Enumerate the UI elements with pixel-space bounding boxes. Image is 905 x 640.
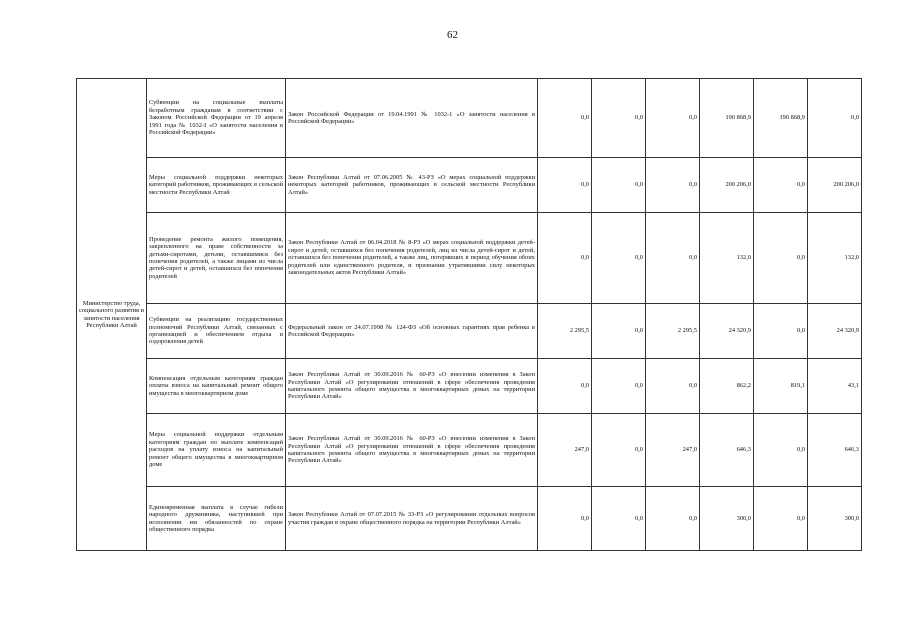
amount-cell: 190 868,9 xyxy=(754,79,808,158)
amount-cell: 862,2 xyxy=(700,359,754,414)
amount-cell: 0,0 xyxy=(592,158,646,213)
amount-cell: 132,0 xyxy=(808,213,862,304)
expense-name-cell: Проведение ремонта жилого помещения, закрепленного на праве собственности за детьми-сиротами, детьми, оставшимися без попечения родителей, а также лицами из числа детей-сирот и детей, оставшихся без попечения родителей xyxy=(147,213,286,304)
amount-cell: 24 320,9 xyxy=(808,304,862,359)
expense-name-cell: Субвенции на реализацию государственных полномочий Республики Алтай, связанных с организацией и обеспечением отдыха и оздоровления детей xyxy=(147,304,286,359)
amount-cell: 0,0 xyxy=(538,79,592,158)
amount-cell: 0,0 xyxy=(592,359,646,414)
legal-act-cell: Федеральный закон от 24.07.1998 № 124-ФЗ «Об основных гарантиях прав ребенка в Российской Федерации» xyxy=(286,304,538,359)
legal-act-cell: Закон Республики Алтай от 30.09.2016 № 60-РЗ «О внесении изменения в Закон Республики Алтай «О регулировании отношений в сфере обеспечения проведения капитального ремонта общего имущества в многоквартирных домах на территории Республики Алтай» xyxy=(286,359,538,414)
expense-name-cell: Субвенции на социальные выплаты безработным гражданам в соответствии с Законом Российской Федерации от 19 апреля 1991 года № 1032-I «О занятости населения в Российской Федерации» xyxy=(147,79,286,158)
amount-cell: 0,0 xyxy=(538,487,592,551)
amount-cell: 819,1 xyxy=(754,359,808,414)
legal-act-cell: Закон Республики Алтай от 07.07.2015 № 33-РЗ «О регулировании отдельных вопросов участия граждан в охране общественного порядка на территории Республики Алтай» xyxy=(286,487,538,551)
amount-cell: 0,0 xyxy=(646,359,700,414)
amount-cell: 0,0 xyxy=(538,158,592,213)
amount-cell: 200 206,0 xyxy=(808,158,862,213)
amount-cell: 0,0 xyxy=(592,213,646,304)
budget-table xyxy=(76,78,862,551)
amount-cell: 43,1 xyxy=(808,359,862,414)
table-row xyxy=(77,79,862,158)
amount-cell: 190 868,9 xyxy=(700,79,754,158)
table-row xyxy=(77,359,862,414)
amount-cell: 0,0 xyxy=(592,487,646,551)
amount-cell: 0,0 xyxy=(538,213,592,304)
table-row xyxy=(77,304,862,359)
amount-cell: 300,0 xyxy=(700,487,754,551)
expense-name-cell: Меры социальной поддержки некоторых категорий работников, проживающих в сельской местности Республики Алтай xyxy=(147,158,286,213)
legal-act-cell: Закон Республики Алтай от 07.06.2005 № 43-РЗ «О мерах социальной поддержки некоторых категорий работников, проживающих в сельской местности Республики Алтай» xyxy=(286,158,538,213)
amount-cell: 2 295,5 xyxy=(538,304,592,359)
amount-cell: 0,0 xyxy=(646,487,700,551)
amount-cell: 0,0 xyxy=(646,79,700,158)
amount-cell: 0,0 xyxy=(646,213,700,304)
amount-cell: 0,0 xyxy=(808,79,862,158)
expense-name-cell: Единовременная выплата в случае гибели народного дружинника, наступившей при исполнении им обязанностей по охране общественного порядка xyxy=(147,487,286,551)
amount-cell: 2 295,5 xyxy=(646,304,700,359)
legal-act-cell: Закон Российской Федерации от 19.04.1991 № 1032-1 «О занятости населения в Российской Федерации» xyxy=(286,79,538,158)
amount-cell: 0,0 xyxy=(754,487,808,551)
expense-name-cell: Меры социальной поддержки отдельным категориям граждан по выплате компенсаций расходов на уплату взноса на капитальный ремонт общего имущества в многоквартирном доме xyxy=(147,414,286,487)
ministry-cell: Министерство труда, социального развития и занятости населения Республики Алтай xyxy=(77,79,147,551)
legal-act-cell: Закон Республики Алтай от 30.09.2016 № 60-РЗ «О внесении изменения в Закон Республики Алтай «О регулировании отношений в сфере обеспечения проведения капитального ремонта общего имущества в многоквартирных домах на территории Республики Алтай» xyxy=(286,414,538,487)
table-row xyxy=(77,487,862,551)
amount-cell: 0,0 xyxy=(754,304,808,359)
amount-cell: 0,0 xyxy=(754,414,808,487)
table-row xyxy=(77,158,862,213)
amount-cell: 0,0 xyxy=(646,158,700,213)
amount-cell: 247,0 xyxy=(538,414,592,487)
amount-cell: 200 206,0 xyxy=(700,158,754,213)
amount-cell: 132,0 xyxy=(700,213,754,304)
amount-cell: 0,0 xyxy=(538,359,592,414)
table-row xyxy=(77,414,862,487)
amount-cell: 0,0 xyxy=(592,304,646,359)
amount-cell: 0,0 xyxy=(754,158,808,213)
amount-cell: 24 320,9 xyxy=(700,304,754,359)
page-number: 62 xyxy=(447,29,458,41)
legal-act-cell: Закон Республики Алтай от 06.04.2018 № 8-РЗ «О мерах социальной поддержки детей-сирот и детей, оставшихся без попечения родителей, лиц из числа детей-сирот и детей, оставшихся без попечения родителей, а также лиц, потерявших в период обучения обоих родителей или единственного родителя, и признании утратившими силу некоторых законодательных актов Республики Алтай» xyxy=(286,213,538,304)
amount-cell: 300,0 xyxy=(808,487,862,551)
amount-cell: 0,0 xyxy=(754,213,808,304)
amount-cell: 0,0 xyxy=(592,79,646,158)
table-body xyxy=(77,79,862,551)
amount-cell: 646,3 xyxy=(700,414,754,487)
amount-cell: 0,0 xyxy=(592,414,646,487)
table-row xyxy=(77,213,862,304)
expense-name-cell: Компенсация отдельным категориям граждан оплаты взноса на капитальный ремонт общего имущества в многоквартирном доме xyxy=(147,359,286,414)
amount-cell: 646,3 xyxy=(808,414,862,487)
amount-cell: 247,0 xyxy=(646,414,700,487)
